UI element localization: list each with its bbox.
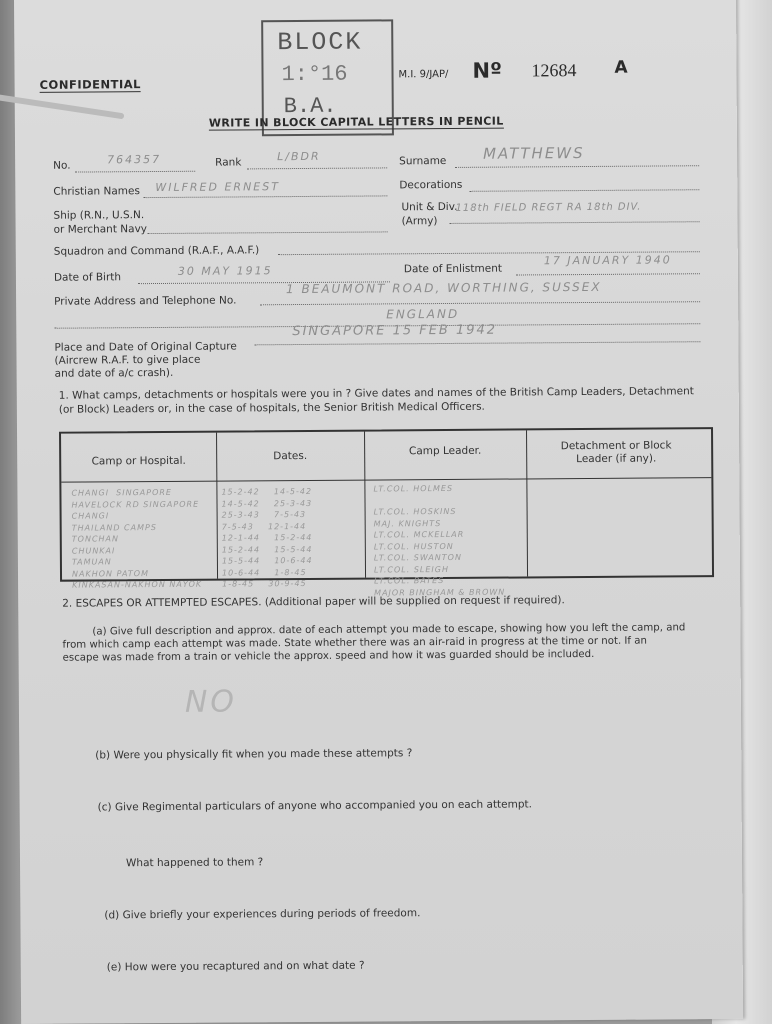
header-detachment-leader: Detachment or Block Leader (if any). [560, 439, 672, 466]
ship-label-2: or Merchant Navy [53, 223, 148, 236]
unit-line [450, 221, 700, 224]
address-value-2: ENGLAND [386, 306, 460, 322]
address-value-1: 1 BEAUMONT ROAD, WORTHING, SUSSEX [285, 279, 602, 297]
christian-names-line [143, 195, 387, 198]
surname-line [455, 165, 699, 168]
decorations-line [469, 189, 699, 192]
address-line-1 [260, 301, 700, 305]
unit-value: 118th FIELD REGT RA 18th DIV. [455, 201, 642, 214]
surname-value: MATTHEWS [483, 144, 585, 163]
dob-value: 30 MAY 1915 [177, 264, 273, 278]
ship-label-1: Ship (R.N., U.S.N. [53, 209, 145, 222]
table-divider-3 [526, 430, 528, 576]
binding-string [0, 94, 124, 119]
surname-label: Surname [399, 154, 447, 168]
confidential-label: CONFIDENTIAL [39, 77, 141, 92]
address-label: Private Address and Telephone No. [54, 294, 237, 308]
decorations-label: Decorations [399, 178, 463, 192]
no-label: No. [53, 159, 71, 172]
q2-a-line-3: escape was made from a train or vehicle the approx. speed and how it was guarded should be included. [62, 648, 595, 664]
christian-names-value: WILFRED ERNEST [155, 180, 280, 195]
capture-label-1: Place and Date of Original Capture [54, 340, 237, 354]
q2-a-line-1: (a) Give full description and approx. date of each attempt you made to escape, showing how you left the camp, and [92, 622, 686, 638]
dob-label: Date of Birth [53, 271, 122, 284]
stamp-line-2: 1:°16 [281, 61, 348, 88]
unit-label-2: (Army) [401, 215, 438, 228]
rank-line [247, 167, 387, 169]
enlistment-label: Date of Enlistment [403, 262, 503, 276]
enlistment-value: 17 JANUARY 1940 [543, 253, 672, 268]
q1-text-2: (or Block) Leaders or, in the case of hospitals, the Senior British Medical Officers. [58, 400, 485, 416]
cell-leaders: LT.COL. HOLMES LT.COL. HOSKINS MAJ. KNIGHTS LT.COL. MCKELLAR LT.COL. HUSTON LT.COL. SWANTON LT.COL. SLEIGH LT.COL. BATES MAJOR BINGHAM & BROWN [373, 483, 506, 598]
unit-label-1: Unit & Div. [401, 200, 458, 214]
form-reference: M.I. 9/JAP/ [398, 68, 449, 81]
q2-d: (d) Give briefly your experiences during periods of freedom. [104, 907, 421, 922]
q2-e: (e) How were you recaptured and on what date ? [106, 959, 365, 974]
table-header-line [61, 477, 711, 483]
number-symbol: Nº [472, 58, 503, 83]
cell-camps: CHANGI SINGAPORE HAVELOCK RD SINGAPORE CHANGI THAILAND CAMPS TONCHAN CHUNKAI TAMUAN NAKHON PATOM KINKASAN-NAKHON NAYOK [71, 487, 203, 590]
capture-label-2: (Aircrew R.A.F. to give place [54, 353, 201, 367]
q2-title: 2. ESCAPES OR ATTEMPTED ESCAPES. (Additional paper will be supplied on request if required). [62, 594, 565, 610]
ship-line [148, 231, 388, 234]
capture-label-3: and date of a/c crash). [54, 366, 174, 380]
q2-a-answer: NO [184, 684, 238, 720]
no-line [75, 171, 195, 173]
rank-value: L/BDR [277, 149, 321, 164]
q2-c-followup: What happened to them ? [125, 856, 264, 870]
questionnaire-page [14, 0, 743, 1024]
capture-line [254, 341, 700, 345]
enlistment-line [516, 273, 700, 275]
serial-number: 12684 [531, 60, 577, 81]
stamp-line-1: BLOCK [277, 27, 363, 58]
q1-text-1: 1. What camps, detachments or hospitals were you in ? Give dates and names of the British Camp Leaders, Detachment [58, 385, 694, 402]
christian-names-label: Christian Names [53, 185, 140, 198]
serial-suffix: A [614, 57, 628, 78]
q2-a-line-2: from which camp each attempt was made. State whether there was an air-raid in progress at the time or not. If an [62, 635, 647, 651]
cell-dates: 15-2-42 14-5-42 14-5-42 25-3-43 25-3-43 7-5-43 7-5-43 12-1-44 12-1-44 15-2-44 15-2-44 15-5-44 15-5-44 10-6-44 10-6-44 1-8-45 1-8-45 30-9-45 [221, 486, 313, 589]
capture-value: SINGAPORE 15 FEB 1942 [292, 322, 498, 340]
q2-c: (c) Give Regimental particulars of anyone who accompanied you on each attempt. [97, 798, 533, 814]
no-value: 764357 [107, 152, 162, 167]
q2-b: (b) Were you physically fit when you made these attempts ? [95, 747, 413, 762]
rank-label: Rank [215, 156, 242, 169]
squadron-label: Squadron and Command (R.A.F., A.A.F.) [53, 244, 260, 258]
camps-table [59, 427, 714, 598]
stamp-line-3: B.A. [283, 93, 337, 120]
header-camp: Camp or Hospital. [91, 454, 186, 468]
header-dates: Dates. [273, 449, 308, 463]
header-camp-leader: Camp Leader. [408, 444, 482, 458]
instruction-heading: WRITE IN BLOCK CAPITAL LETTERS IN PENCIL [208, 114, 504, 130]
